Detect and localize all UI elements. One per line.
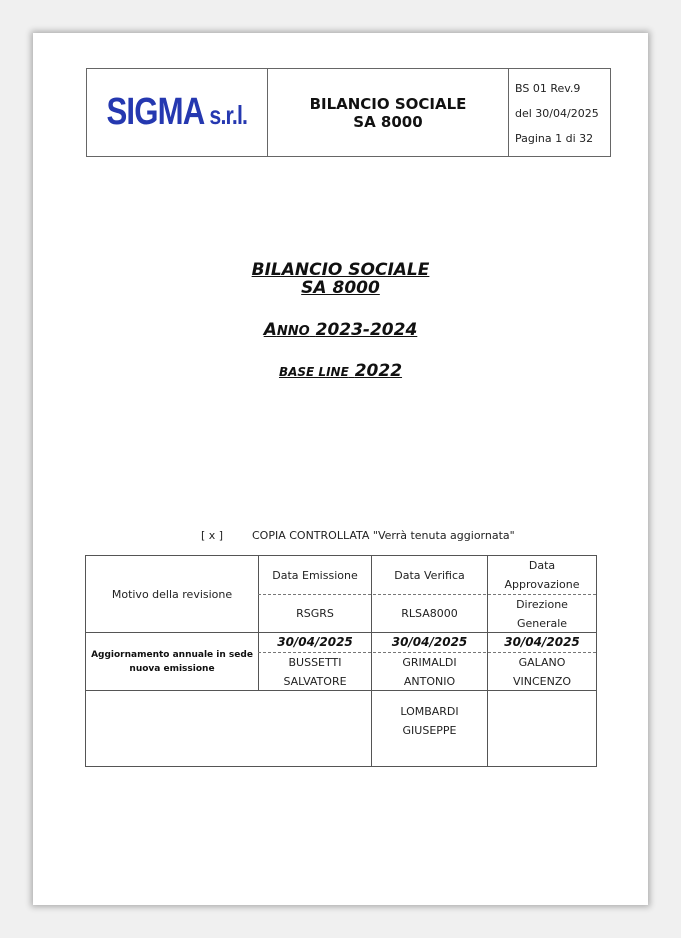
approvazione-role-line1: Direzione [516, 597, 568, 611]
emissione-name-line2: SALVATORE [283, 674, 347, 688]
header-meta [515, 69, 610, 156]
verifica-header: Data Verifica [394, 568, 465, 582]
header-title [268, 69, 509, 156]
year-heading [33, 321, 648, 341]
emissione-header: Data Emissione [272, 568, 358, 582]
controlled-copy-label: COPIA CONTROLLATA "Verrà tenuta aggiornata" [252, 529, 515, 542]
main-title-line1: BILANCIO SOCIALE [251, 260, 430, 280]
extra-name [372, 701, 487, 741]
extra-name-line1: LOMBARDI [400, 705, 459, 718]
revision-table [85, 555, 597, 767]
baseline-value: 2022 [354, 361, 403, 381]
document-header [86, 68, 611, 157]
logo-suffix: s.r.l. [209, 100, 248, 130]
logo-main: SIGMA [106, 91, 205, 133]
verifica-role: RLSA8000 [401, 607, 458, 620]
document-page [33, 33, 648, 905]
doc-date: del 30/04/2025 [515, 107, 599, 120]
approvazione-header-line1: Data [528, 559, 556, 572]
company-logo [87, 69, 268, 156]
verifica-date: 30/04/2025 [391, 635, 468, 649]
approvazione-role [488, 595, 596, 632]
year-label-initial: A [263, 320, 277, 340]
emissione-role: RSGRS [296, 607, 334, 620]
emissione-name [259, 653, 371, 690]
doc-code: BS 01 Rev.9 [515, 82, 581, 95]
header-title-line2: SA 8000 [353, 112, 423, 131]
motivo-value-line2: nuova emissione [129, 663, 215, 674]
approvazione-name-line1: GALANO [518, 655, 566, 669]
verifica-name-line2: ANTONIO [403, 674, 456, 688]
approvazione-role-line2: Generale [516, 616, 568, 630]
approvazione-name [488, 653, 596, 690]
year-label: NNO [276, 324, 310, 339]
emissione-date: 30/04/2025 [277, 635, 353, 649]
emissione-name-line1: BUSSETTI [288, 655, 342, 669]
approvazione-name-line2: VINCENZO [512, 674, 572, 688]
verifica-name [372, 653, 487, 690]
year-value: 2023-2024 [315, 320, 418, 340]
extra-name-line2: GIUSEPPE [402, 724, 457, 737]
motivo-header: Motivo della revisione [111, 587, 233, 601]
verifica-name-line1: GRIMALDI [402, 655, 457, 669]
controlled-copy-checkbox[interactable]: [ x ] [201, 529, 224, 542]
approvazione-date: 30/04/2025 [504, 635, 580, 649]
motivo-value [86, 633, 258, 690]
motivo-value-line1: Aggiornamento annuale in sede [91, 649, 253, 660]
approvazione-header-line2: Approvazione [504, 578, 580, 591]
page-info: Pagina 1 di 32 [515, 132, 594, 145]
header-title-line1: BILANCIO SOCIALE [309, 94, 467, 113]
baseline-label: BASE LINE [278, 365, 349, 379]
approvazione-header [488, 556, 596, 594]
baseline-heading [33, 362, 648, 381]
main-title-line2: SA 8000 [301, 278, 380, 298]
